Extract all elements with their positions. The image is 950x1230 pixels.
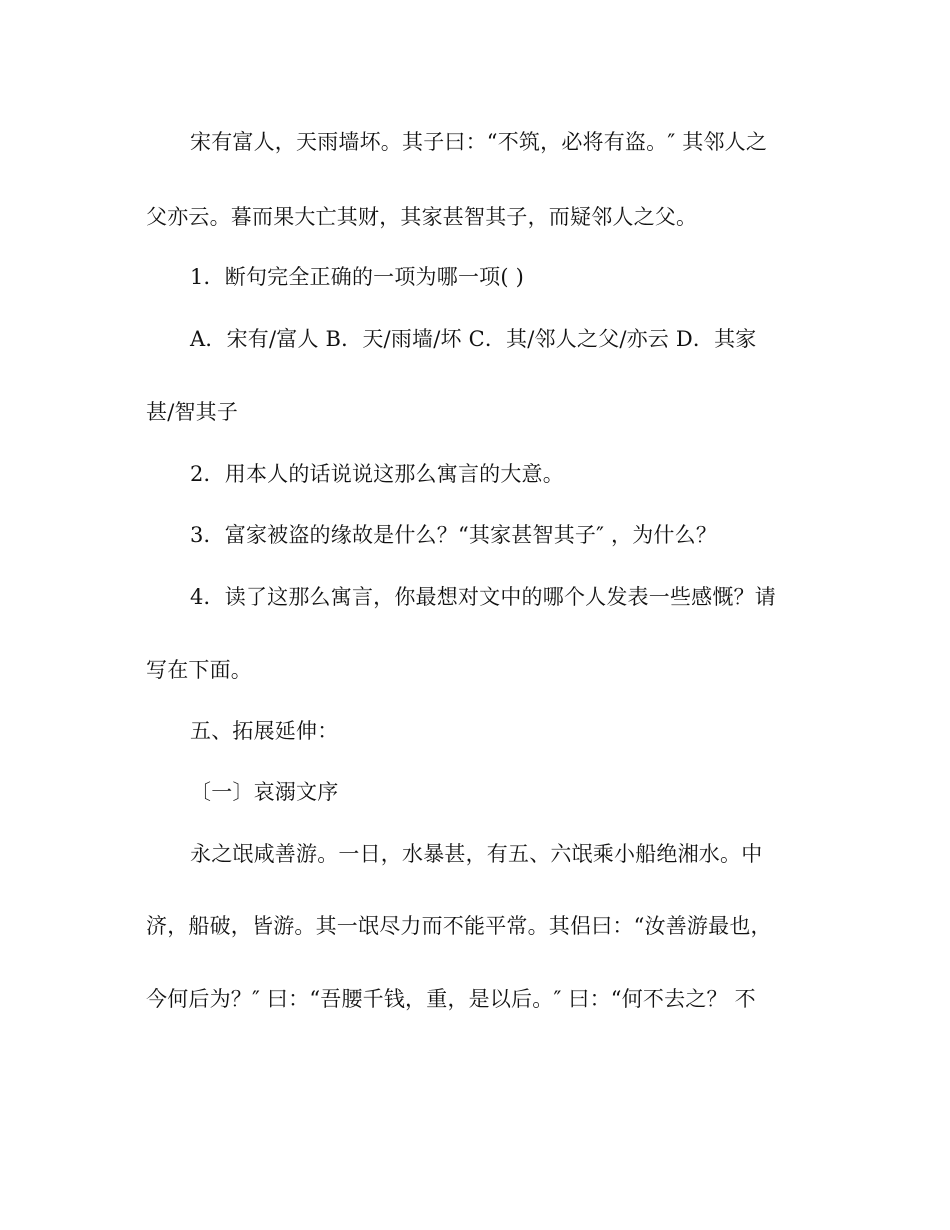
passage1-line2: 父亦云。暮而果大亡其财，其家甚智其子，而疑邻人之父。	[146, 205, 698, 229]
question-4-line1: 4．读了这那么寓言，你最想对文中的哪个人发表一些感慨？请	[190, 585, 776, 609]
passage2-line3: 今何后为？″ 曰：“吾腰千钱，重，是以后。″ 曰：“何不去之？ 不	[146, 987, 756, 1011]
question-3: 3．富家被盗的缘故是什么？“其家甚智其子″ ，为什么？	[190, 523, 718, 547]
question-1-options-continued: 甚/智其子	[146, 400, 239, 424]
question-1: 1．断句完全正确的一项为哪一项( )	[190, 265, 525, 289]
passage1-line1: 宋有富人，天雨墙坏。其子曰：“不筑，必将有盗。″ 其邻人之	[190, 130, 768, 154]
passage2-line1: 永之氓咸善游。一日，水暴甚，有五、六氓乘小船绝湘水。中	[190, 842, 763, 866]
passage2-line2: 济，船破，皆游。其一氓尽力而不能平常。其侣曰：“汝善游最也，	[146, 914, 772, 938]
section-5-heading: 五、拓展延伸：	[190, 719, 339, 743]
question-2: 2．用本人的话说说这那么寓言的大意。	[190, 462, 564, 486]
section-5-subheading: 〔一〕哀溺文序	[190, 780, 339, 804]
question-4-line2: 写在下面。	[146, 658, 252, 682]
question-1-options: A．宋有/富人 B．天/雨墙/坏 C．其/邻人之父/亦云 D．其家	[190, 327, 757, 351]
